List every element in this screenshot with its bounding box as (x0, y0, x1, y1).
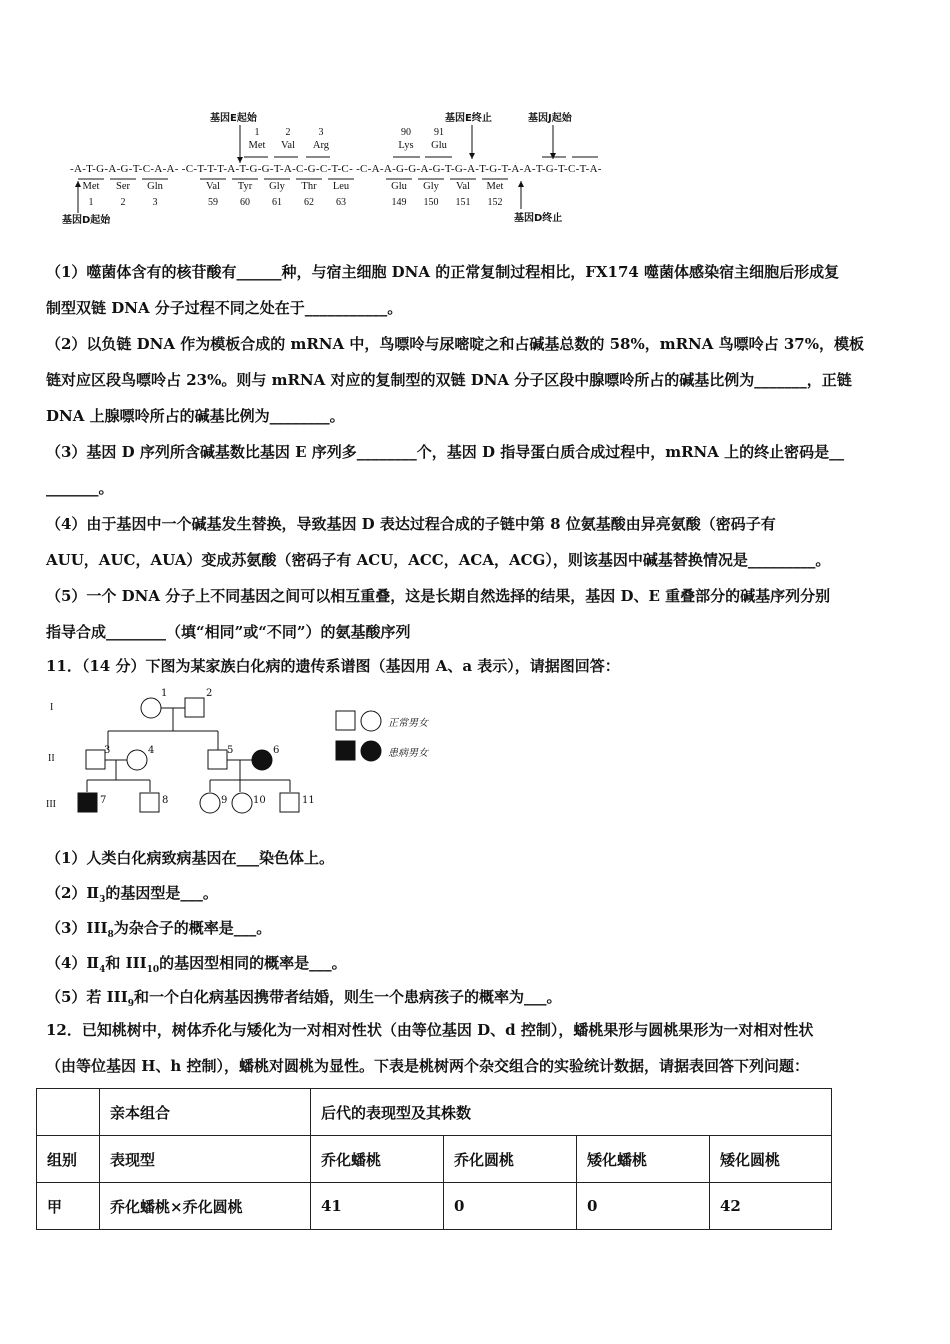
table-row (37, 1136, 832, 1183)
q11-a3-post: 为杂合子的概率是___。 (113, 919, 272, 937)
bottom-aa: Met (82, 181, 100, 192)
table-header-cell: 矮化圆桃 (710, 1136, 832, 1183)
q10-line: 指导合成________（填“相同”或“不同”）的氨基酸序列 (46, 623, 411, 641)
label-gene-e-start: 基因E起始 (210, 113, 257, 124)
q11-a3-pre: （3）III (46, 919, 108, 937)
q11-a5-sub: 9 (127, 999, 134, 1009)
q10-line: 链对应区段鸟嘌呤占 23%。则与 mRNA 对应的复制型的双链 DNA 分子区段中腺嘌呤所占的碱基比例为_______，正链 (46, 371, 852, 389)
bottom-num: 59 (208, 197, 218, 208)
bottom-aa: Gly (269, 181, 285, 192)
id-label: 9 (221, 795, 228, 806)
bottom-aa: Gly (423, 181, 439, 192)
q11-a5-pre: （5）若 III (46, 988, 128, 1006)
bottom-num: 149 (391, 197, 407, 208)
bottom-num: 152 (487, 197, 503, 208)
bottom-num: 62 (304, 197, 314, 208)
bottom-num: 151 (455, 197, 471, 208)
q10-line: （3）基因 D 序列所含碱基数比基因 E 序列多________个，基因 D 指导蛋白质合成过程中，mRNA 上的终止密码是__ (46, 443, 845, 461)
bottom-num: 60 (240, 197, 250, 208)
q12-line: （由等位基因 H、h 控制），蟠桃对圆桃为显性。下表是桃树两个杂交组合的实验统计数据，请据表回答下列问题： (46, 1057, 810, 1075)
bottom-num: 63 (336, 197, 346, 208)
bottom-aa: Gln (147, 181, 163, 192)
top-aa: Lys (398, 140, 414, 151)
table-header-cell: 后代的表现型及其株数 (311, 1089, 832, 1136)
id-label: 7 (100, 795, 107, 806)
bottom-aa: Thr (301, 181, 317, 192)
q11-a4-pre: （4）Ⅱ (46, 954, 100, 972)
bottom-aa: Val (456, 181, 470, 192)
bottom-num: 2 (120, 197, 126, 208)
gen-label: II (48, 753, 55, 764)
q11-title: 11．（14 分）下图为某家族白化病的遗传系谱图（基因用 A、a 表示），请据图回答： (46, 657, 620, 675)
q11-a5-post: 和一个白化病基因携带者结婚，则生一个患病孩子的概率为___。 (133, 988, 562, 1006)
table-cell: 乔化蟠桃×乔化圆桃 (100, 1183, 311, 1230)
table-header-cell: 矮化蟠桃 (577, 1136, 710, 1183)
q10-line: 制型双链 DNA 分子过程不同之处在于___________。 (46, 299, 403, 317)
q10-line: （5）一个 DNA 分子上不同基因之间可以相互重叠，这是长期自然选择的结果，基因 D、E 重叠部分的碱基序列分别 (46, 587, 831, 605)
id-label: 3 (104, 745, 111, 756)
label-gene-d-end: 基因D终止 (514, 213, 563, 224)
gen-label: III (46, 799, 56, 810)
q11-a4-mid: 和 III (105, 954, 147, 972)
top-num: 3 (318, 127, 324, 138)
id-label: 5 (227, 745, 234, 756)
label-gene-e-end: 基因E终止 (445, 113, 492, 124)
table-header-cell: 表现型 (100, 1136, 311, 1183)
q12-line: 12．已知桃树中，树体乔化与矮化为一对相对性状（由等位基因 D、d 控制），蟠桃果形与圆桃果形为一对相对性状 (46, 1021, 814, 1039)
id-label: 8 (162, 795, 169, 806)
id-label: 10 (253, 795, 266, 806)
q11-a4-sub: 4 (99, 965, 106, 975)
label-gene-j-start: 基因J起始 (528, 113, 572, 124)
pedigree-chart (40, 685, 460, 825)
top-aa: Val (281, 140, 295, 151)
q10-line: AUU，AUC，AUA）变成苏氨酸（密码子有 ACU，ACC，ACA，ACG），则该基因中碱基替换情况是_________。 (46, 551, 831, 569)
top-aa: Glu (431, 140, 447, 151)
table-header-cell: 乔化蟠桃 (311, 1136, 444, 1183)
table-cell: 41 (311, 1183, 444, 1230)
label-gene-d-start: 基因D起始 (62, 215, 111, 226)
bottom-num: 1 (88, 197, 94, 208)
table-cell (37, 1089, 100, 1136)
bottom-num: 61 (272, 197, 282, 208)
bottom-aa: Glu (391, 181, 407, 192)
top-aa: Arg (312, 140, 330, 151)
top-num: 1 (254, 127, 260, 138)
bottom-num: 3 (152, 197, 158, 208)
q11-a2-pre: （2）Ⅱ (46, 884, 100, 902)
cross-data-table (36, 1088, 832, 1230)
q11-answer (46, 918, 271, 945)
top-num: 2 (285, 127, 291, 138)
top-num: 90 (401, 127, 411, 138)
table-cell: 0 (444, 1183, 577, 1230)
q11-a2-post: 的基因型是___。 (105, 884, 218, 902)
bottom-aa: Met (486, 181, 504, 192)
gen-label: I (50, 702, 54, 713)
bottom-aa: Leu (332, 181, 350, 192)
q11-answer (46, 883, 218, 910)
q11-answer: （1）人类白化病致病基因在___染色体上。 (46, 849, 334, 867)
table-row (37, 1183, 832, 1230)
table-header-cell: 乔化圆桃 (444, 1136, 577, 1183)
q11-a3-sub: 8 (107, 930, 114, 940)
gene-overlap-figure (60, 105, 630, 230)
q11-answer (46, 987, 562, 1014)
legend-normal: 正常男女 (388, 718, 428, 729)
table-cell: 甲 (37, 1183, 100, 1230)
table-row (37, 1089, 832, 1136)
q11-a4-post: 的基因型相同的概率是___。 (159, 954, 347, 972)
table-header-cell: 亲本组合 (100, 1089, 311, 1136)
top-num: 91 (434, 127, 444, 138)
dna-sequence: -A-T-G-A-G-T-C-A-A- -C-T-T-T-A-T-G-G-T-A-C-G-C-T-C- -C-A-A-G-G-A-G-T-G-A-T-G-T-A-A-T-G-T-C-T-A- (70, 163, 602, 175)
q10-line: DNA 上腺嘌呤所占的碱基比例为________。 (46, 407, 345, 425)
id-label: 2 (206, 688, 213, 699)
bottom-num: 150 (423, 197, 439, 208)
q11-a2-sub: 3 (99, 895, 106, 905)
table-header-cell: 组别 (37, 1136, 100, 1183)
table-cell: 42 (710, 1183, 832, 1230)
bottom-aa: Ser (116, 181, 130, 192)
id-label: 4 (148, 745, 155, 756)
legend-affected: 患病男女 (388, 748, 428, 759)
q10-line: （4）由于基因中一个碱基发生替换，导致基因 D 表达过程合成的子链中第 8 位氨基酸由异亮氨酸（密码子有 (46, 515, 776, 533)
q11-a4-sub2: 10 (146, 965, 160, 975)
top-aa: Met (248, 140, 266, 151)
id-label: 11 (302, 795, 315, 806)
q10-line: _______。 (46, 479, 114, 497)
q10-line: （1）噬菌体含有的核苷酸有______种，与宿主细胞 DNA 的正常复制过程相比，FX174 噬菌体感染宿主细胞后形成复 (46, 263, 840, 281)
id-label: 6 (273, 745, 280, 756)
bottom-aa: Tyr (237, 181, 253, 192)
q11-answer (46, 953, 347, 980)
bottom-aa: Val (206, 181, 220, 192)
q10-line: （2）以负链 DNA 作为模板合成的 mRNA 中，鸟嘌呤与尿嘧啶之和占碱基总数的 58%，mRNA 鸟嘌呤占 37%，模板 (46, 335, 864, 353)
id-label: 1 (161, 688, 168, 699)
table-cell: 0 (577, 1183, 710, 1230)
